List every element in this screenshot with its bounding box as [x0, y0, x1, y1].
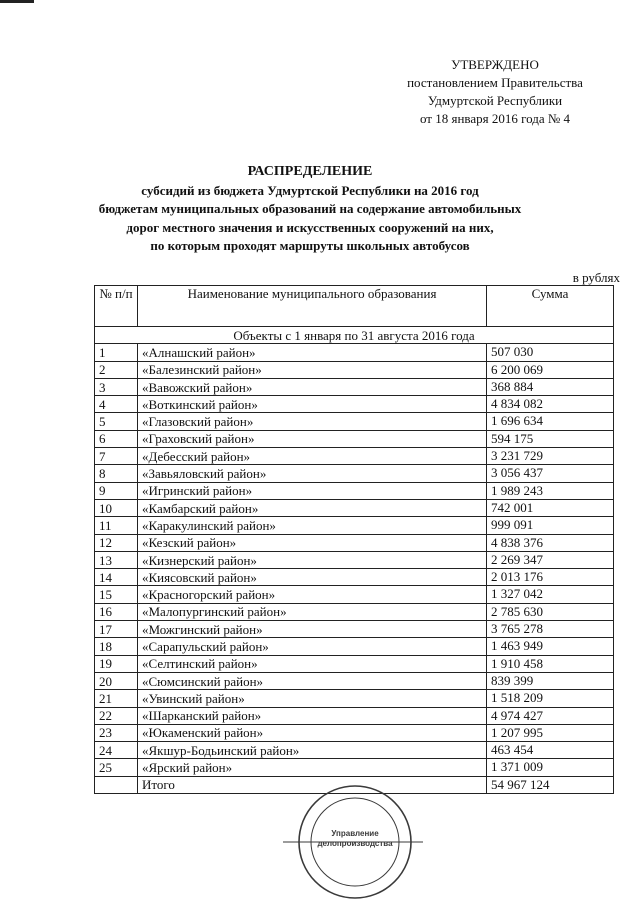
row-name: «Игринский район» — [138, 482, 487, 499]
table-row — [95, 482, 614, 499]
row-number: 14 — [95, 569, 138, 586]
row-sum: 4 834 082 — [487, 396, 614, 413]
row-name: «Красногорский район» — [138, 586, 487, 603]
table-row — [95, 378, 614, 395]
row-name: «Кезский район» — [138, 534, 487, 551]
row-number: 11 — [95, 517, 138, 534]
heading-line: дорог местного значения и искусственных сооружений на них, — [126, 219, 494, 235]
row-number: 3 — [95, 378, 138, 395]
table-row — [95, 621, 614, 638]
row-number: 15 — [95, 586, 138, 603]
row-sum: 4 838 376 — [487, 534, 614, 551]
row-sum: 1 463 949 — [487, 638, 614, 655]
row-name: «Завьяловский район» — [138, 465, 487, 482]
row-name: «Вавожский район» — [138, 378, 487, 395]
heading-line: бюджетам муниципальных образований на содержание автомобильных — [98, 201, 522, 216]
table-row — [95, 517, 614, 534]
row-name: «Каракулинский район» — [138, 517, 487, 534]
table-row — [95, 759, 614, 776]
row-name: «Шарканский район» — [138, 707, 487, 724]
row-number: 23 — [95, 724, 138, 741]
row-name: «Малопургинский район» — [138, 603, 487, 620]
stamp-text-line2: делопроизводства — [317, 839, 393, 848]
table-row — [95, 655, 614, 672]
table-row — [95, 638, 614, 655]
document-title: РАСПРЕДЕЛЕНИЕ — [247, 164, 373, 179]
row-sum: 463 454 — [487, 742, 614, 759]
table-row — [95, 413, 614, 430]
row-sum: 594 175 — [487, 430, 614, 447]
stamp-seal-graphic — [283, 782, 423, 902]
row-name: «Кизнерский район» — [138, 551, 487, 568]
row-sum: 839 399 — [487, 672, 614, 689]
stamp-text-line1: Управление — [331, 829, 379, 838]
row-name: «Якшур-Бодьинский район» — [138, 742, 487, 759]
table-row — [95, 448, 614, 465]
row-name: «Киясовский район» — [138, 569, 487, 586]
table-row — [95, 672, 614, 689]
row-name: «Можгинский район» — [138, 621, 487, 638]
row-number: 25 — [95, 759, 138, 776]
table-row — [95, 742, 614, 759]
row-number: 9 — [95, 482, 138, 499]
total-sum: 54 967 124 — [487, 776, 614, 793]
approval-line: постановлением Правительства — [407, 75, 583, 90]
table-row — [95, 690, 614, 707]
row-name: «Камбарский район» — [138, 499, 487, 516]
table-row — [95, 569, 614, 586]
row-number: 17 — [95, 621, 138, 638]
header-sum: Сумма — [487, 286, 614, 327]
row-name: «Юкаменский район» — [138, 724, 487, 741]
row-number: 22 — [95, 707, 138, 724]
approval-line: Удмуртской Республики — [427, 93, 563, 108]
row-number: 5 — [95, 413, 138, 430]
row-name: «Дебесский район» — [138, 448, 487, 465]
approval-date: от 18 января 2016 года № 4 — [419, 111, 571, 126]
row-number: 16 — [95, 603, 138, 620]
row-number: 19 — [95, 655, 138, 672]
row-sum: 1 207 995 — [487, 724, 614, 741]
table-row — [95, 603, 614, 620]
approval-block — [395, 56, 595, 128]
row-number: 24 — [95, 742, 138, 759]
table-row — [95, 396, 614, 413]
total-label: Итого — [138, 776, 487, 793]
row-sum: 2 269 347 — [487, 551, 614, 568]
row-sum: 4 974 427 — [487, 707, 614, 724]
row-name: «Балезинский район» — [138, 361, 487, 378]
row-number: 4 — [95, 396, 138, 413]
row-sum: 6 200 069 — [487, 361, 614, 378]
total-number-cell — [95, 776, 138, 793]
header-name: Наименование муниципального образования — [138, 286, 487, 327]
row-sum: 3 231 729 — [487, 448, 614, 465]
row-sum: 1 989 243 — [487, 482, 614, 499]
corner-mark — [0, 0, 34, 3]
table-row — [95, 430, 614, 447]
row-sum: 1 327 042 — [487, 586, 614, 603]
row-sum: 3 765 278 — [487, 621, 614, 638]
row-number: 21 — [95, 690, 138, 707]
row-number: 7 — [95, 448, 138, 465]
row-sum: 1 518 209 — [487, 690, 614, 707]
heading-line: субсидий из бюджета Удмуртской Республики на 2016 год — [141, 182, 479, 198]
units-note: в рублях — [572, 270, 620, 285]
section-title: Объекты с 1 января по 31 августа 2016 года — [95, 327, 614, 344]
row-sum: 507 030 — [487, 344, 614, 361]
row-number: 10 — [95, 499, 138, 516]
table-row — [95, 534, 614, 551]
table-row — [95, 586, 614, 603]
row-sum: 3 056 437 — [487, 465, 614, 482]
table-header-row — [95, 286, 614, 327]
table-row — [95, 724, 614, 741]
heading-line: по которым проходят маршруты школьных автобусов — [150, 238, 470, 253]
row-number: 12 — [95, 534, 138, 551]
approval-title: УТВЕРЖДЕНО — [451, 57, 539, 72]
row-name: «Граховский район» — [138, 430, 487, 447]
table-row — [95, 551, 614, 568]
row-sum: 999 091 — [487, 517, 614, 534]
row-sum: 742 001 — [487, 499, 614, 516]
section-row — [95, 327, 614, 344]
row-number: 13 — [95, 551, 138, 568]
row-number: 1 — [95, 344, 138, 361]
document-heading — [60, 163, 560, 256]
row-number: 2 — [95, 361, 138, 378]
row-sum: 1 371 009 — [487, 759, 614, 776]
row-name: «Глазовский район» — [138, 413, 487, 430]
row-number: 8 — [95, 465, 138, 482]
row-name: «Воткинский район» — [138, 396, 487, 413]
table-row — [95, 465, 614, 482]
row-sum: 368 884 — [487, 378, 614, 395]
row-number: 20 — [95, 672, 138, 689]
row-name: «Увинский район» — [138, 690, 487, 707]
row-number: 6 — [95, 430, 138, 447]
official-stamp — [283, 782, 423, 902]
row-name: «Ярский район» — [138, 759, 487, 776]
table-row — [95, 707, 614, 724]
row-name: «Алнашский район» — [138, 344, 487, 361]
row-sum: 1 910 458 — [487, 655, 614, 672]
row-name: «Сюмсинский район» — [138, 672, 487, 689]
table-row — [95, 344, 614, 361]
distribution-table — [94, 285, 614, 794]
table-row — [95, 361, 614, 378]
row-number: 18 — [95, 638, 138, 655]
header-number: № п/п — [95, 286, 138, 327]
row-sum: 2 785 630 — [487, 603, 614, 620]
table-row — [95, 499, 614, 516]
row-name: «Сарапульский район» — [138, 638, 487, 655]
row-name: «Селтинский район» — [138, 655, 487, 672]
row-sum: 1 696 634 — [487, 413, 614, 430]
row-sum: 2 013 176 — [487, 569, 614, 586]
